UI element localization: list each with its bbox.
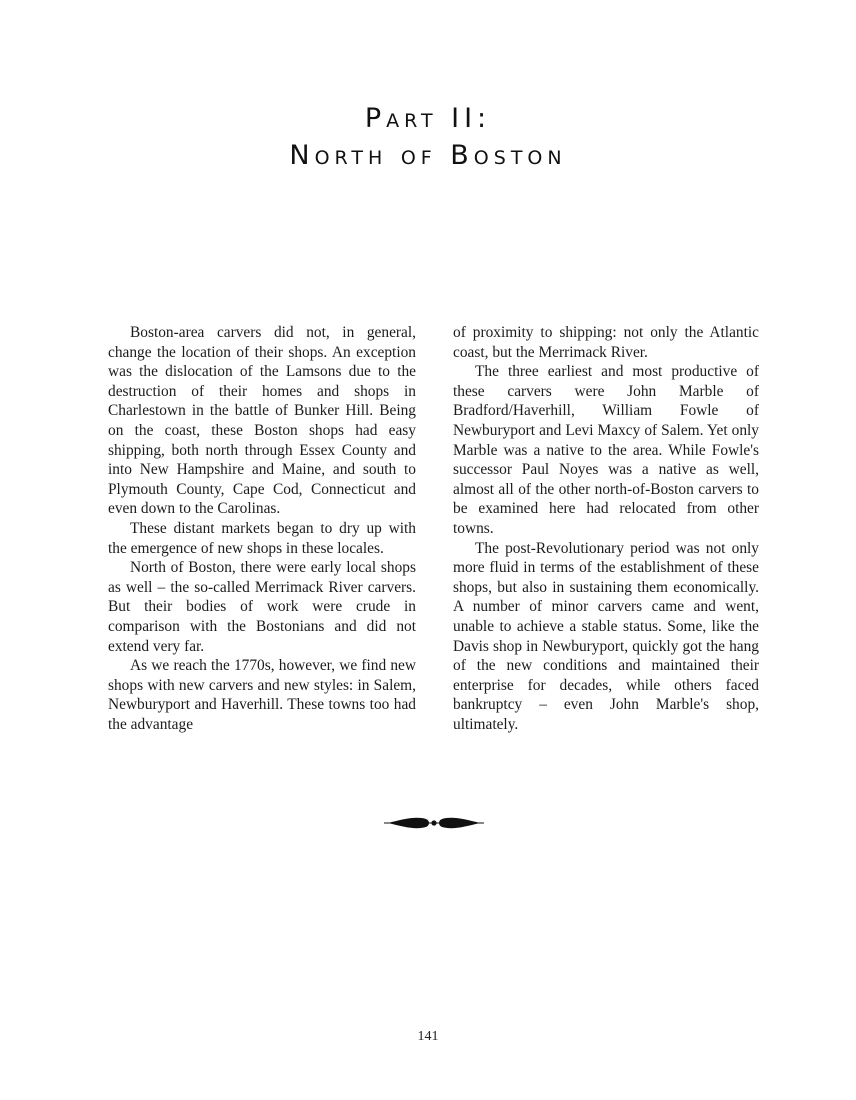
left-column [108, 323, 416, 734]
paragraph: The post-Revolutionary period was not only more fluid in terms of the establishment of these shops, but also in sustaining them economically. A number of minor carvers came and went, unable to achieve a stable status. Some, like the Davis shop in Newburyport, quickly got the hang of the new conditions and maintained their enterprise for decades, while others faced bankruptcy – even John Marble's shop, ultimately. [453, 539, 759, 733]
part-heading: Part II: [364, 103, 492, 134]
section-title: North of Boston [289, 140, 567, 171]
right-column [453, 323, 759, 734]
paragraph-continuation: of proximity to shipping: not only the Atlantic coast, but the Merrimack River. [453, 324, 759, 361]
paragraph: These distant markets began to dry up with the emergence of new shops in these locales. [108, 519, 416, 557]
paragraph: Boston-area carvers did not, in general, change the location of their shops. An exception was the dislocation of the Lamsons due to the destruction of their homes and shops in Charlestown in the battle of Bunker Hill. Being on the coast, these Boston shops had easy shipping, both north through Essex County and into New Hampshire and Maine, and south to Plymouth County, Cape Cod, Connecticut and even down to the Carolinas. [108, 324, 416, 518]
paragraph: As we reach the 1770s, however, we find new shops with new carvers and new styles: in Salem, Newburyport and Haverhill. These towns too had the advantage [108, 657, 416, 733]
page-number: 141 [417, 1029, 439, 1044]
paragraph: The three earliest and most productive of these carvers were John Marble of Bradford/Haverhill, William Fowle of Newburyport and Levi Maxcy of Salem. Yet only Marble was a native to the area. While Fowle's successor Paul Noyes was a native as well, almost all of the other north-of-Boston carvers to be examined here had relocated from other towns. [453, 363, 759, 537]
fleuron-divider-icon [384, 810, 484, 836]
paragraph: North of Boston, there were early local shops as well – the so-called Merrimack River carvers. But their bodies of work were crude in comparison with the Bostonians and did not extend very far. [108, 559, 416, 655]
